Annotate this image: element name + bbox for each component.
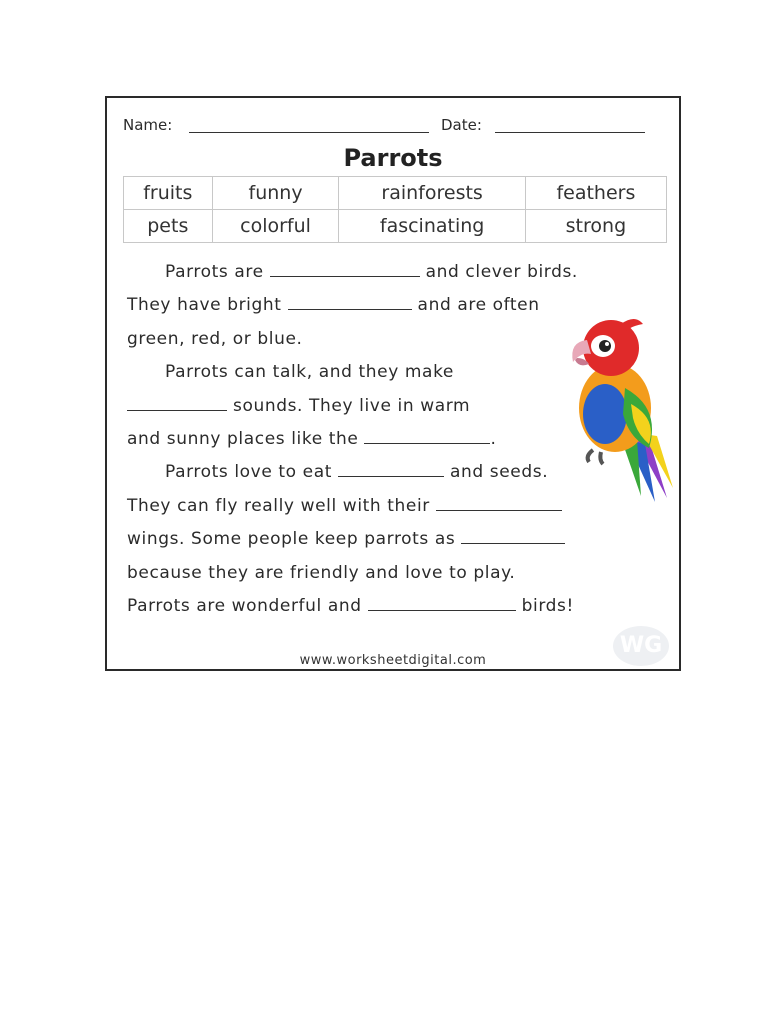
passage-line: [127, 256, 667, 289]
word-bank: [123, 176, 667, 243]
page-title: Parrots: [343, 144, 443, 172]
date-label: Date:: [441, 116, 482, 134]
passage-text: birds!: [521, 595, 574, 616]
word-bank-cell: feathers: [525, 177, 666, 210]
word-bank-cell: rainforests: [339, 177, 525, 210]
passage-text: and sunny places like the: [127, 428, 359, 449]
passage-text: Parrots are wonderful and: [127, 595, 362, 616]
word-bank-row: [124, 177, 667, 210]
passage-text: They have bright: [127, 295, 282, 316]
worksheetdigital-logo: WG: [613, 626, 669, 666]
name-date-row: [123, 116, 653, 138]
passage-text: and clever birds.: [425, 262, 578, 282]
word-bank-cell: strong: [525, 210, 666, 243]
answer-blank[interactable]: [127, 396, 227, 411]
passage-line: [127, 590, 667, 623]
passage-line: Parrots can talk, and they make: [165, 362, 454, 383]
passage-line: green, red, or blue.: [127, 328, 303, 349]
passage-text: Parrots are: [165, 262, 264, 282]
passage-text: wings. Some people keep parrots as: [127, 529, 456, 550]
passage-text: sounds. They live in warm: [233, 395, 471, 416]
answer-blank[interactable]: [364, 429, 490, 444]
passage-text: Parrots love to eat: [165, 462, 332, 483]
passage-text: They can fly really well with their: [127, 495, 430, 516]
answer-blank[interactable]: [461, 529, 565, 544]
answer-blank[interactable]: [288, 295, 412, 310]
answer-blank[interactable]: [436, 496, 562, 511]
parrot-eye-glint: [605, 342, 609, 346]
word-bank-cell: pets: [124, 210, 213, 243]
passage-line: because they are friendly and love to play.: [127, 562, 516, 583]
parrot-belly: [583, 384, 627, 444]
passage-text: and are often: [417, 295, 540, 316]
worksheet: [105, 96, 681, 671]
passage-text: and seeds.: [450, 462, 549, 483]
name-line: [189, 132, 429, 133]
name-label: Name:: [123, 116, 173, 134]
word-bank-row: [124, 210, 667, 243]
date-line: [495, 132, 645, 133]
parrot-illustration: [565, 318, 677, 506]
parrot-eye: [599, 340, 611, 352]
footer-url: www.worksheetdigital.com: [299, 653, 487, 668]
answer-blank[interactable]: [270, 262, 420, 277]
word-bank-cell: fascinating: [339, 210, 525, 243]
answer-blank[interactable]: [338, 462, 444, 477]
parrot-feet: [588, 450, 603, 464]
word-bank-cell: funny: [212, 177, 339, 210]
answer-blank[interactable]: [368, 596, 516, 611]
word-bank-cell: colorful: [212, 210, 339, 243]
passage-line: [127, 523, 667, 556]
word-bank-cell: fruits: [124, 177, 213, 210]
passage-text: .: [490, 428, 497, 449]
